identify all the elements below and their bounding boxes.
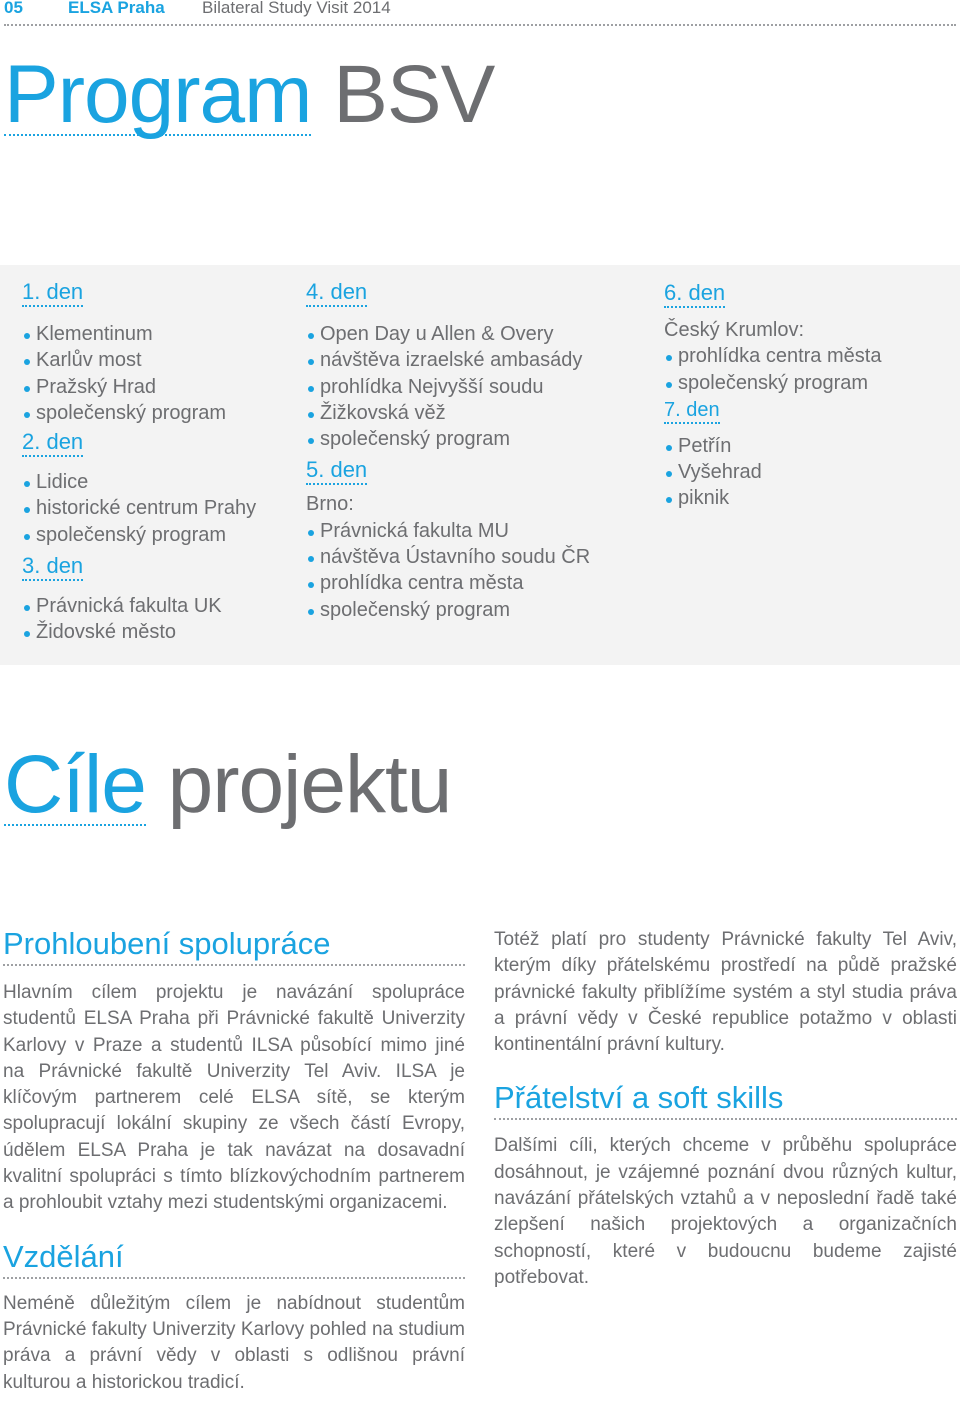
goals-title-rest: projektu	[167, 739, 452, 830]
education-paragraph: Neméně důležitým cílem je nabídnout studentům Právnické fakulty Univerzity Karlovy pohled na studium práva a právní vědy v oblasti s odlišnou právní kulturou a historickou tradicí.	[3, 1292, 465, 1393]
list-item: prohlídka centra města	[306, 570, 590, 596]
day-1-heading: 1. den	[22, 280, 83, 307]
header-subtitle: Bilateral Study Visit 2014	[202, 0, 391, 17]
list-item: společenský program	[22, 522, 256, 548]
day-6-place: Český Krumlov:	[664, 319, 805, 341]
day-3-heading: 3. den	[22, 554, 83, 581]
program-column-1	[22, 280, 256, 646]
list-item: Karlův most	[22, 347, 256, 373]
day-2-heading: 2. den	[22, 430, 83, 457]
list-item: Právnická fakulta UK	[22, 593, 256, 619]
list-item: společenský program	[664, 370, 881, 396]
section-heading-education: Vzdělání	[3, 1238, 124, 1274]
goals-title	[4, 740, 451, 830]
day-5-heading: 5. den	[306, 458, 367, 485]
program-column-3	[664, 281, 881, 512]
cooperation-paragraph: Hlavním cílem projektu je navázání spolupráce studentů ELSA Praha při Právnické fakultě Univerzity Karlovy v Praze a studentů ILSA působící mimo jiné na Právnické fakultě Univerzity Tel Aviv. ILSA je klíčovým partnerem celé ELSA sítě, se kterým spolupracují lokální skupiny ze všech částí Evropy, údělem ELSA Praha je tak navázat na dosavadní kvalitní spolupráci s tímto blízkovýchodním partnerem a prohloubit vztahy mezi studentskými organizacemi.	[3, 982, 465, 1214]
list-item: společenský program	[306, 597, 590, 623]
list-item: Open Day u Allen & Overy	[306, 321, 590, 347]
list-item: Žižkovská věž	[306, 400, 590, 426]
heading-divider	[494, 1118, 957, 1120]
day-7-list	[664, 433, 881, 512]
list-item: Židovské město	[22, 619, 256, 645]
day-7-heading: 7. den	[664, 399, 720, 424]
program-panel	[0, 265, 960, 665]
list-item: piknik	[664, 485, 881, 511]
list-item: návštěva Ústavního soudu ČR	[306, 544, 590, 570]
heading-divider	[3, 964, 465, 966]
continuation-paragraph: Totéž platí pro studenty Právnické fakulty Tel Aviv, kterým díky přátelskému prostředí na půdě pražské právnické fakulty přiblížíme systém a styl studia práva a právní vědy v České republice potažmo v oblasti kontinentální právní kultury.	[494, 929, 957, 1056]
day-5-list	[306, 518, 590, 623]
day-4-list	[306, 321, 590, 452]
brand-name: ELSA Praha	[68, 0, 165, 17]
list-item: společenský program	[306, 426, 590, 452]
title-word-accent: Program	[4, 49, 312, 140]
program-column-2	[306, 280, 590, 623]
day-4-heading: 4. den	[306, 280, 367, 307]
list-item: prohlídka Nejvyšší soudu	[306, 374, 590, 400]
page-title	[4, 50, 494, 140]
day-1-list	[22, 321, 256, 426]
list-item: historické centrum Prahy	[22, 495, 256, 521]
list-item: Klementinum	[22, 321, 256, 347]
title-word-rest: BSV	[333, 49, 495, 140]
list-item: Lidice	[22, 469, 256, 495]
list-item: Právnická fakulta MU	[306, 518, 590, 544]
article-right-column	[494, 927, 957, 1291]
day-3-list	[22, 593, 256, 646]
list-item: Vyšehrad	[664, 459, 881, 485]
friendship-paragraph: Dalšími cíli, kterých chceme v průběhu spolupráce dosáhnout, je vzájemné poznání dvou různých kultur, navázání přátelských vztahů a v neposlední řadě také zlepšení našich projektových a organizačních schopností, které v budoucnu budeme zajisté potřebovat.	[494, 1135, 957, 1288]
day-5-place: Brno:	[306, 493, 354, 516]
page-number: 05	[4, 0, 23, 17]
list-item: prohlídka centra města	[664, 343, 881, 369]
heading-divider	[3, 1277, 465, 1279]
day-6-heading: 6. den	[664, 281, 725, 308]
goals-title-accent: Cíle	[4, 739, 146, 830]
article-left-column	[3, 926, 465, 1396]
running-header	[4, 0, 956, 26]
list-item: návštěva izraelské ambasády	[306, 347, 590, 373]
list-item: společenský program	[22, 400, 256, 426]
list-item: Pražský Hrad	[22, 374, 256, 400]
day-2-list	[22, 469, 256, 548]
list-item: Petřín	[664, 433, 881, 459]
section-heading-friendship: Přátelství a soft skills	[494, 1080, 784, 1116]
section-heading-cooperation: Prohloubení spolupráce	[3, 926, 331, 961]
day-6-list	[664, 343, 881, 396]
